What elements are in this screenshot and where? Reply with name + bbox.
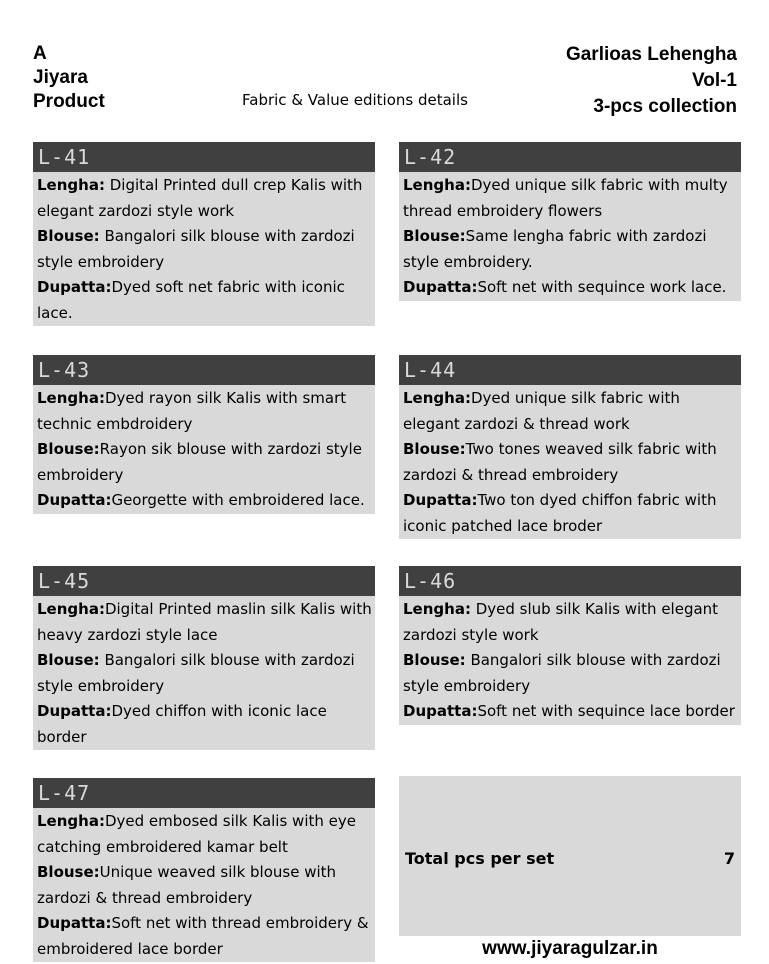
lengha-label: Lengha: [403,600,471,618]
design-card-l41 [33,142,375,326]
design-card-l45 [33,566,375,750]
lengha-label: Lengha: [37,176,105,194]
total-label: Total pcs per set [405,849,555,868]
blouse-row [403,437,739,488]
dupatta-text: Soft net with sequince lace border [477,702,735,720]
title-line: Vol-1 [691,70,737,91]
dupatta-row [37,699,373,750]
dupatta-text: Dyed chiffon with iconic lace border [37,702,327,746]
lengha-row [37,809,373,860]
blouse-label: Blouse: [403,227,466,245]
blouse-row [37,648,373,699]
dupatta-text: Dyed soft net fabric with iconic lace. [37,278,345,322]
design-details [399,172,741,301]
blouse-text: Same lengha fabric with zardozi style embroidery. [403,227,707,271]
lengha-label: Lengha: [37,812,105,830]
blouse-text: Bangalori silk blouse with zardozi style embroidery [37,651,355,695]
title-line: Garlioas Lehengha [565,44,737,65]
design-code: L-44 [399,355,741,385]
lengha-row [403,386,739,437]
lengha-text: Digital Printed dull crep Kalis with elegant zardozi style work [37,176,363,220]
design-details [33,385,375,514]
design-code: L-46 [399,566,741,596]
dupatta-text: Soft net with thread embroidery & embroidered lace border [37,914,369,958]
lengha-text: Dyed embosed silk Kalis with eye catching embroidered kamar belt [37,812,356,856]
blouse-label: Blouse: [403,651,466,669]
blouse-text: Unique weaved silk blouse with zardozi & thread embroidery [37,863,337,907]
design-details [33,172,375,326]
blouse-text: Bangalori silk blouse with zardozi style embroidery [37,227,355,271]
blouse-text: Rayon sik blouse with zardozi style embroidery [37,440,362,484]
blouse-row [37,437,373,488]
lengha-row [37,173,373,224]
design-code: L-43 [33,355,375,385]
design-card-l43 [33,355,375,514]
dupatta-text: Georgette with embroidered lace. [111,491,365,509]
design-card-l47 [33,778,375,962]
lengha-text: Dyed unique silk fabric with multy thread embroidery flowers [403,176,728,220]
dupatta-text: Soft net with sequince work lace. [477,278,727,296]
design-code: L-41 [33,142,375,172]
design-details [399,385,741,539]
dupatta-row [403,488,739,539]
blouse-label: Blouse: [37,227,100,245]
design-code: L-42 [399,142,741,172]
lengha-label: Lengha: [403,176,471,194]
blouse-text: Two tones weaved silk fabric with zardozi & thread embroidery [403,440,717,484]
lengha-text: Digital Printed maslin silk Kalis with heavy zardozi style lace [37,600,372,644]
lengha-text: Dyed rayon silk Kalis with smart technic embdroidery [37,389,347,433]
page-subtitle: Fabric & Value editions details [242,91,468,109]
design-card-l46 [399,566,741,725]
dupatta-row [403,699,739,725]
dupatta-label: Dupatta: [37,278,112,296]
dupatta-row [37,488,373,514]
dupatta-label: Dupatta: [403,278,478,296]
blouse-label: Blouse: [37,651,100,669]
lengha-text: Dyed unique silk fabric with elegant zardozi & thread work [403,389,680,433]
design-details [399,596,741,725]
lengha-row [403,173,739,224]
lengha-row [403,597,739,648]
blouse-label: Blouse: [37,440,100,458]
brand-block [33,42,105,114]
blouse-label: Blouse: [37,863,100,881]
collection-title [566,42,737,120]
design-code: L-47 [33,778,375,808]
lengha-label: Lengha: [37,600,105,618]
total-value: 7 [723,849,735,868]
blouse-label: Blouse: [403,440,466,458]
design-details [33,808,375,962]
dupatta-label: Dupatta: [37,914,112,932]
dupatta-label: Dupatta: [403,491,478,509]
brand-line: Product [33,91,105,112]
design-card-l42 [399,142,741,301]
dupatta-row [37,911,373,962]
website-link[interactable]: www.jiyaragulzar.in [482,938,658,959]
brand-line: A [33,43,47,64]
lengha-label: Lengha: [37,389,105,407]
blouse-row [403,224,739,275]
design-details [33,596,375,750]
lengha-row [37,597,373,648]
brand-line: Jiyara [33,67,88,88]
dupatta-row [403,275,739,301]
dupatta-label: Dupatta: [37,702,112,720]
blouse-row [37,224,373,275]
design-code: L-45 [33,566,375,596]
lengha-text: Dyed slub silk Kalis with elegant zardozi style work [403,600,719,644]
lengha-row [37,386,373,437]
lengha-label: Lengha: [403,389,471,407]
blouse-row [37,860,373,911]
dupatta-label: Dupatta: [403,702,478,720]
dupatta-row [37,275,373,326]
blouse-text: Bangalori silk blouse with zardozi style embroidery [403,651,721,695]
dupatta-label: Dupatta: [37,491,112,509]
dupatta-text: Two ton dyed chiffon fabric with iconic patched lace broder [403,491,717,535]
design-card-l44 [399,355,741,539]
total-box [399,776,741,936]
title-line: 3-pcs collection [593,96,737,117]
blouse-row [403,648,739,699]
